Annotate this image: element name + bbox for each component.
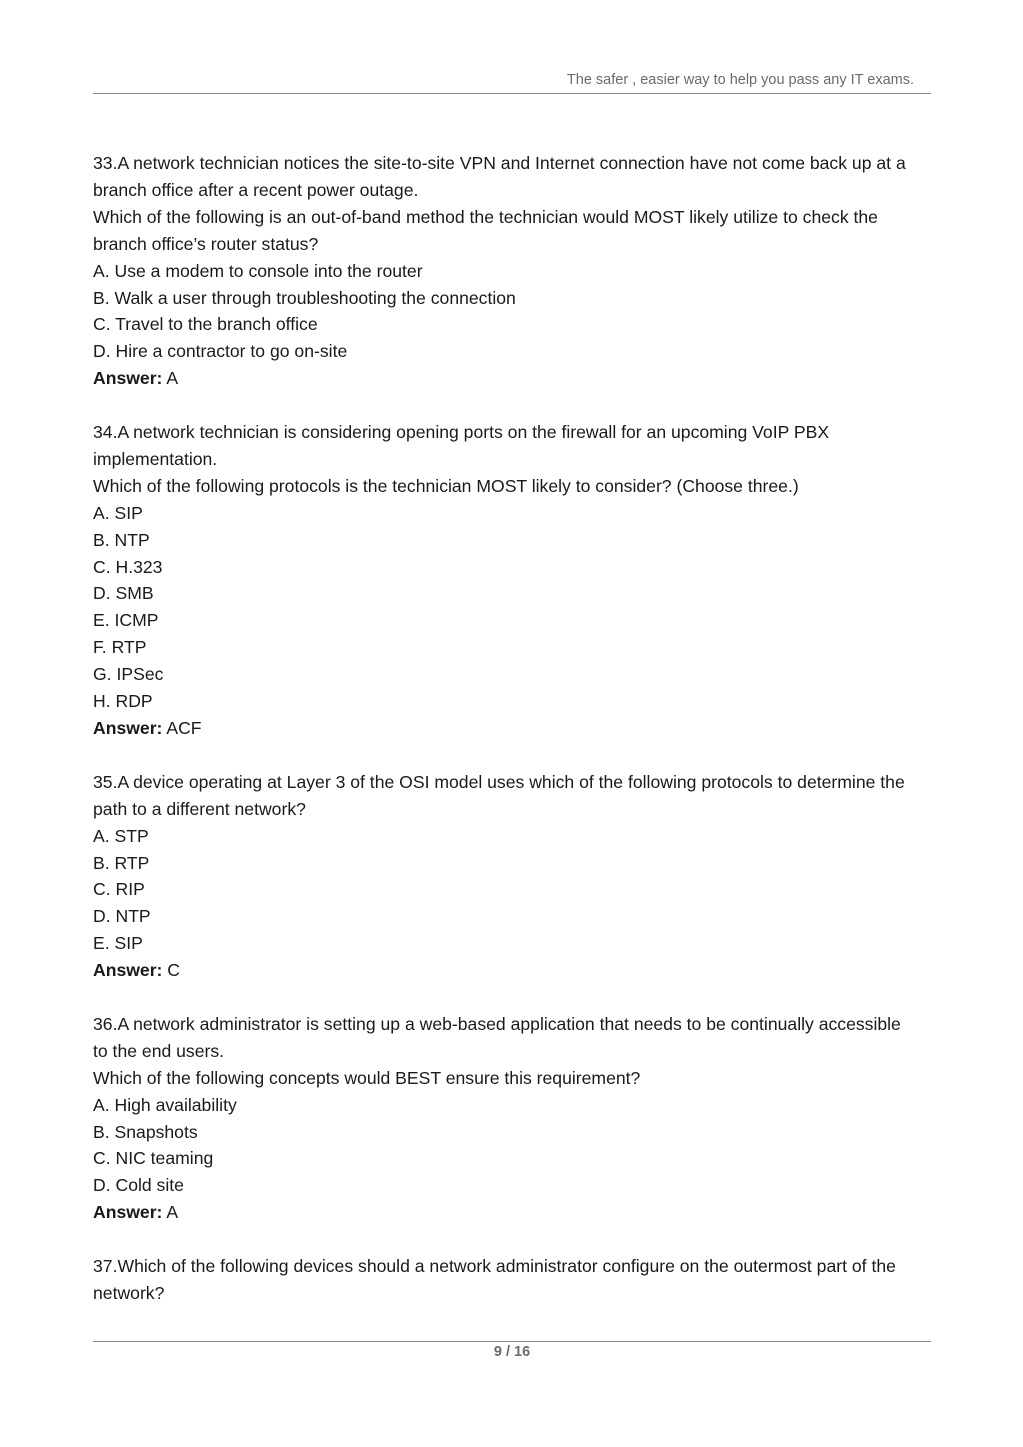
option: D. Cold site	[93, 1175, 184, 1196]
option: E. SIP	[93, 933, 143, 954]
questions-container	[93, 150, 933, 1334]
answer-value: ACF	[162, 718, 202, 739]
question-line: 34.A network technician is considering opening ports on the firewall for an upcoming VoIP PBX	[93, 422, 830, 443]
question-line: network?	[93, 1283, 165, 1303]
option: A. High availability	[93, 1094, 237, 1115]
question-34	[93, 419, 933, 742]
answer-value: C	[162, 960, 181, 981]
answer-line	[93, 715, 933, 742]
option: H. RDP	[93, 691, 153, 712]
question-line: implementation.	[93, 448, 218, 469]
option: E. ICMP	[93, 610, 159, 631]
question-line: Which of the following concepts would BEST ensure this requirement?	[93, 1067, 641, 1088]
answer-value: A	[162, 368, 179, 389]
option: A. Use a modem to console into the router	[93, 260, 423, 281]
question-33	[93, 150, 933, 392]
option: A. SIP	[93, 502, 143, 523]
answer-label: Answer:	[93, 368, 163, 389]
option: D. NTP	[93, 906, 151, 927]
footer-divider	[93, 1341, 931, 1342]
answer-label: Answer:	[93, 1202, 163, 1223]
answer-line	[93, 365, 933, 392]
answer-line	[93, 1199, 933, 1226]
option: C. Travel to the branch office	[93, 314, 318, 335]
option: B. Snapshots	[93, 1121, 198, 1142]
option: C. NIC teaming	[93, 1148, 214, 1169]
option: G. IPSec	[93, 664, 164, 685]
option: A. STP	[93, 825, 149, 846]
question-line: 33.A network technician notices the site-to-site VPN and Internet connection have not come back up at a	[93, 153, 906, 173]
header-divider	[93, 93, 931, 94]
question-35	[93, 769, 933, 984]
page-header-tagline: The safer , easier way to help you pass any IT exams.	[566, 72, 914, 88]
option: D. SMB	[93, 583, 154, 604]
question-line: Which of the following protocols is the technician MOST likely to consider? (Choose three.)	[93, 475, 799, 496]
answer-label: Answer:	[93, 718, 163, 739]
option: C. H.323	[93, 556, 163, 577]
question-line: Which of the following is an out-of-band method the technician would MOST likely utilize to check the	[93, 206, 878, 227]
question-line: branch office after a recent power outage.	[93, 179, 419, 200]
question-line: branch office’s router status?	[93, 233, 319, 254]
question-line: 36.A network administrator is setting up a web-based application that needs to be continually accessible	[93, 1013, 901, 1034]
option: B. NTP	[93, 529, 150, 550]
answer-value: A	[162, 1202, 179, 1223]
answer-label: Answer:	[93, 960, 163, 981]
question-36	[93, 1011, 933, 1226]
question-line: path to a different network?	[93, 798, 306, 819]
option: B. Walk a user through troubleshooting the connection	[93, 287, 516, 308]
option: D. Hire a contractor to go on-site	[93, 341, 348, 362]
option: C. RIP	[93, 879, 145, 900]
page-number: 9 / 16	[493, 1344, 531, 1360]
option: F. RTP	[93, 637, 147, 658]
question-37	[93, 1253, 933, 1307]
question-line: to the end users.	[93, 1040, 225, 1061]
option: B. RTP	[93, 852, 150, 873]
question-line: 37.Which of the following devices should a network administrator configure on the outermost part of the	[93, 1256, 896, 1277]
answer-line	[93, 957, 933, 984]
question-line: 35.A device operating at Layer 3 of the OSI model uses which of the following protocols to determine the	[93, 771, 905, 792]
